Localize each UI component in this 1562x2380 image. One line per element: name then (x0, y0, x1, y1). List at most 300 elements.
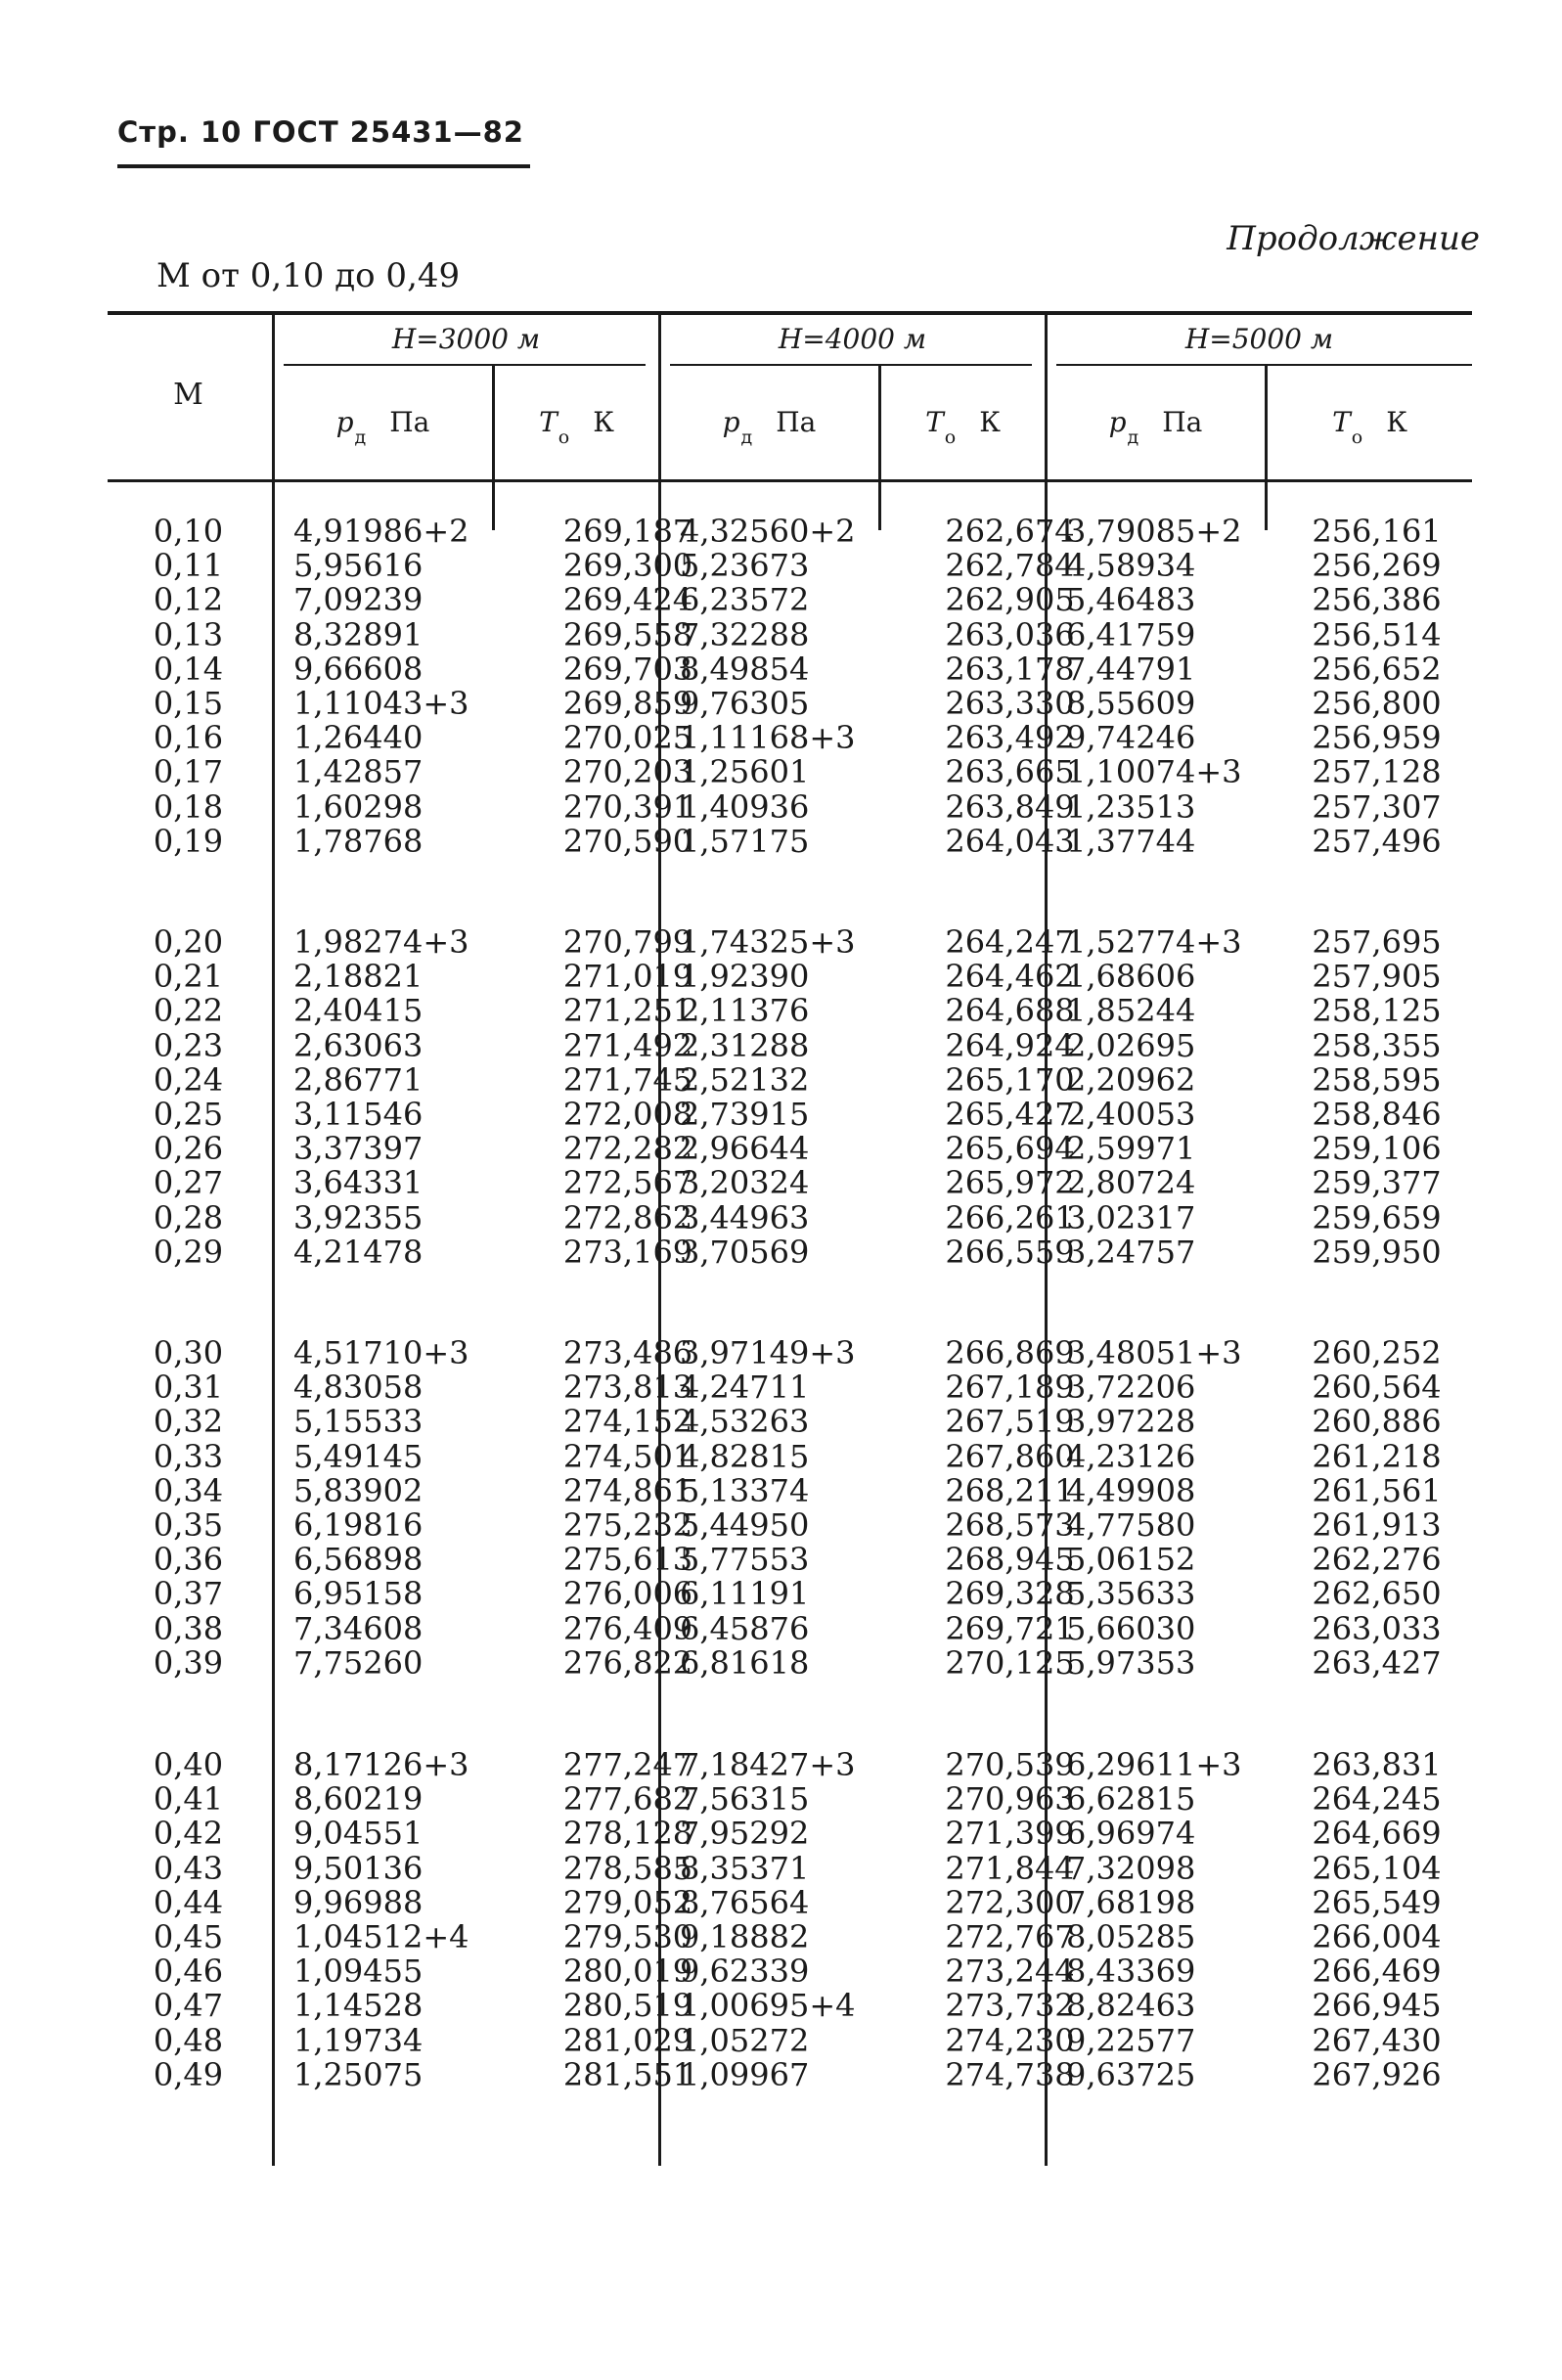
subscript: о (944, 427, 957, 448)
pressure-3000: 6,19816 (293, 1506, 424, 1544)
pressure-5000: 2,20962 (1066, 1060, 1196, 1099)
pressure-4000: 1,57175 (680, 822, 810, 860)
pressure-5000: 6,62815 (1066, 1780, 1196, 1819)
group-subrule (284, 364, 646, 366)
pressure-4000: 1,40936 (680, 787, 810, 826)
table-row (108, 993, 1472, 1028)
pressure-5000: 4,77580 (1066, 1506, 1196, 1544)
temperature-5000: 263,831 (1312, 1746, 1442, 1783)
temperature-5000: 265,549 (1312, 1883, 1442, 1921)
pressure-5000: 1,52774+3 (1066, 923, 1242, 961)
temperature-5000: 265,104 (1312, 1849, 1442, 1887)
temperature-5000: 261,913 (1312, 1506, 1442, 1544)
table-row (108, 1919, 1472, 1954)
temperature-3000: 274,152 (562, 1403, 693, 1441)
pressure-4000: 1,74325+3 (680, 923, 856, 961)
temperature-4000: 263,492 (945, 719, 1075, 757)
pressure-3000: 1,78768 (293, 822, 424, 860)
pressure-3000: 7,09239 (293, 581, 424, 619)
pressure-3000: 9,96988 (293, 1883, 424, 1921)
temperature-4000: 263,036 (945, 615, 1075, 653)
temperature-5000: 256,269 (1312, 547, 1442, 585)
pressure-4000: 9,62339 (680, 1953, 810, 1991)
pressure-4000: 2,31288 (680, 1026, 810, 1064)
m-value: 0,26 (153, 1130, 224, 1168)
table-row (108, 754, 1472, 789)
pressure-5000: 7,32098 (1066, 1849, 1196, 1887)
group-header-3000 (274, 323, 658, 356)
table-row (108, 1611, 1472, 1646)
unit: Па (1162, 406, 1203, 438)
temperature-3000: 271,251 (562, 992, 693, 1030)
temperature-4000: 268,573 (945, 1506, 1075, 1544)
temperature-4000: 265,170 (945, 1060, 1075, 1099)
symbol: p (722, 406, 740, 438)
m-value: 0,28 (153, 1198, 224, 1236)
temperature-5000: 257,307 (1312, 787, 1442, 826)
temperature-3000: 279,530 (562, 1918, 693, 1955)
m-value: 0,48 (153, 2021, 224, 2059)
m-value: 0,42 (153, 1815, 224, 1853)
pressure-3000: 4,21478 (293, 1233, 424, 1271)
m-value: 0,14 (153, 650, 224, 688)
pressure-5000: 1,23513 (1066, 787, 1196, 826)
pressure-5000: 5,46483 (1066, 581, 1196, 619)
temperature-5000: 259,377 (1312, 1164, 1442, 1202)
pressure-3000: 1,25075 (293, 2055, 424, 2093)
m-value: 0,13 (153, 615, 224, 653)
temperature-4000: 262,905 (945, 581, 1075, 619)
pressure-5000: 2,40053 (1066, 1096, 1196, 1133)
pressure-3000: 1,14528 (293, 1987, 424, 2025)
pressure-3000: 1,42857 (293, 753, 424, 791)
unit: Па (389, 406, 430, 438)
pressure-header (1047, 406, 1265, 448)
pressure-3000: 4,91986+2 (293, 513, 469, 550)
pressure-4000: 2,11376 (680, 992, 810, 1030)
temperature-4000: 273,244 (945, 1953, 1075, 1991)
table-row (108, 1816, 1472, 1851)
pressure-3000: 5,49145 (293, 1437, 424, 1475)
temperature-5000: 256,386 (1312, 581, 1442, 619)
pressure-3000: 9,50136 (293, 1849, 424, 1887)
unit: Па (776, 406, 817, 438)
temperature-4000: 271,844 (945, 1849, 1075, 1887)
temperature-4000: 263,665 (945, 753, 1075, 791)
pressure-5000: 1,85244 (1066, 992, 1196, 1030)
pressure-3000: 9,04551 (293, 1815, 424, 1853)
temperature-4000: 265,427 (945, 1096, 1075, 1133)
table-row (108, 1542, 1472, 1577)
table-row (108, 1988, 1472, 2023)
temperature-4000: 264,462 (945, 958, 1075, 996)
pressure-3000: 2,40415 (293, 992, 424, 1030)
table-row (108, 1370, 1472, 1405)
pressure-4000: 1,92390 (680, 958, 810, 996)
pressure-3000: 5,15533 (293, 1403, 424, 1441)
temperature-3000: 272,567 (562, 1164, 693, 1202)
table-row (108, 1507, 1472, 1543)
temperature-3000: 277,247 (562, 1746, 693, 1783)
temperature-4000: 274,738 (945, 2055, 1075, 2093)
pressure-4000: 7,32288 (680, 615, 810, 653)
header-rule (117, 164, 530, 168)
temperature-4000: 270,539 (945, 1746, 1075, 1783)
m-value: 0,24 (153, 1060, 224, 1099)
pressure-4000: 4,53263 (680, 1403, 810, 1441)
pressure-4000: 2,52132 (680, 1060, 810, 1099)
temperature-5000: 264,245 (1312, 1780, 1442, 1819)
pressure-3000: 1,60298 (293, 787, 424, 826)
temperature-3000: 281,029 (562, 2021, 693, 2059)
m-value: 0,27 (153, 1164, 224, 1202)
subscript: д (354, 427, 367, 448)
pressure-3000: 5,95616 (293, 547, 424, 585)
table-row (108, 1404, 1472, 1439)
pressure-3000: 5,83902 (293, 1471, 424, 1509)
group-label: Н=4000 м (778, 323, 927, 355)
temperature-3000: 273,486 (562, 1334, 693, 1371)
temperature-4000: 268,945 (945, 1541, 1075, 1579)
column-divider (492, 366, 495, 530)
temperature-3000: 278,585 (562, 1849, 693, 1887)
pressure-4000: 5,77553 (680, 1541, 810, 1579)
table-row (108, 651, 1472, 687)
table-row (108, 1062, 1472, 1098)
m-value: 0,37 (153, 1575, 224, 1613)
table-row (108, 824, 1472, 859)
temperature-4000: 272,300 (945, 1883, 1075, 1921)
temperature-5000: 266,004 (1312, 1918, 1442, 1955)
temperature-3000: 280,019 (562, 1953, 693, 1991)
group-header-5000 (1047, 323, 1472, 356)
pressure-4000: 3,97149+3 (680, 1334, 856, 1371)
pressure-4000: 6,11191 (680, 1575, 810, 1613)
m-value: 0,31 (153, 1369, 224, 1407)
temperature-5000: 262,276 (1312, 1541, 1442, 1579)
pressure-5000: 8,82463 (1066, 1987, 1196, 2025)
temperature-3000: 276,006 (562, 1575, 693, 1613)
m-value: 0,49 (153, 2055, 224, 2093)
temperature-3000: 271,492 (562, 1026, 693, 1064)
m-value: 0,30 (153, 1334, 224, 1371)
temperature-5000: 258,595 (1312, 1060, 1442, 1099)
temperature-5000: 266,469 (1312, 1953, 1442, 1991)
pressure-5000: 3,02317 (1066, 1198, 1196, 1236)
m-value: 0,18 (153, 787, 224, 826)
temperature-5000: 256,161 (1312, 513, 1442, 550)
temperature-3000: 274,501 (562, 1437, 693, 1475)
pressure-3000: 2,18821 (293, 958, 424, 996)
pressure-4000: 5,13374 (680, 1471, 810, 1509)
table-row (108, 1851, 1472, 1886)
temperature-3000: 270,391 (562, 787, 693, 826)
pressure-3000: 4,83058 (293, 1369, 424, 1407)
m-value: 0,17 (153, 753, 224, 791)
m-value: 0,11 (153, 547, 224, 585)
pressure-3000: 1,11043+3 (293, 685, 469, 722)
temperature-5000: 263,033 (1312, 1609, 1442, 1647)
pressure-5000: 3,48051+3 (1066, 1334, 1242, 1371)
pressure-5000: 7,44791 (1066, 650, 1196, 688)
group-label: Н=3000 м (391, 323, 541, 355)
pressure-header (274, 406, 492, 448)
pressure-5000: 8,43369 (1066, 1953, 1196, 1991)
pressure-5000: 4,23126 (1066, 1437, 1196, 1475)
temperature-5000: 256,800 (1312, 685, 1442, 722)
temperature-5000: 261,218 (1312, 1437, 1442, 1475)
pressure-4000: 3,70569 (680, 1233, 810, 1271)
temperature-4000: 266,559 (945, 1233, 1075, 1271)
pressure-4000: 1,25601 (680, 753, 810, 791)
pressure-5000: 2,02695 (1066, 1026, 1196, 1064)
temperature-3000: 271,019 (562, 958, 693, 996)
temperature-4000: 273,732 (945, 1987, 1075, 2025)
m-value: 0,15 (153, 685, 224, 722)
temperature-4000: 267,519 (945, 1403, 1075, 1441)
temperature-header (881, 406, 1045, 448)
m-value: 0,44 (153, 1883, 224, 1921)
temperature-4000: 271,399 (945, 1815, 1075, 1853)
m-value: 0,43 (153, 1849, 224, 1887)
table-row (108, 548, 1472, 583)
pressure-3000: 2,86771 (293, 1060, 424, 1099)
column-divider (1265, 366, 1268, 530)
subscript: о (558, 427, 570, 448)
temperature-4000: 269,328 (945, 1575, 1075, 1613)
pressure-4000: 1,00695+4 (680, 1987, 856, 2025)
m-value: 0,34 (153, 1471, 224, 1509)
temperature-4000: 267,860 (945, 1437, 1075, 1475)
pressure-3000: 1,04512+4 (293, 1918, 469, 1955)
pressure-4000: 5,44950 (680, 1506, 810, 1544)
temperature-header (495, 406, 658, 448)
group-header-4000 (660, 323, 1045, 356)
pressure-3000: 1,09455 (293, 1953, 424, 1991)
temperature-3000: 280,519 (562, 1987, 693, 2025)
temperature-3000: 269,187 (562, 513, 693, 550)
table-row (108, 1200, 1472, 1235)
temperature-5000: 257,905 (1312, 958, 1442, 996)
temperature-5000: 267,430 (1312, 2021, 1442, 2059)
m-value: 0,35 (153, 1506, 224, 1544)
temperature-3000: 270,590 (562, 822, 693, 860)
pressure-3000: 1,98274+3 (293, 923, 469, 961)
temperature-4000: 266,869 (945, 1334, 1075, 1371)
m-value: 0,39 (153, 1643, 224, 1682)
temperature-4000: 262,784 (945, 547, 1075, 585)
pressure-4000: 8,35371 (680, 1849, 810, 1887)
pressure-3000: 2,63063 (293, 1026, 424, 1064)
table-row (108, 1097, 1472, 1132)
temperature-5000: 261,561 (1312, 1471, 1442, 1509)
pressure-4000: 2,73915 (680, 1096, 810, 1133)
unit: К (979, 406, 1001, 438)
continuation-label: Продолжение (1227, 219, 1480, 258)
temperature-4000: 265,972 (945, 1164, 1075, 1202)
pressure-5000: 9,74246 (1066, 719, 1196, 757)
page-header: Стр. 10 ГОСТ 25431—82 (117, 115, 524, 149)
pressure-4000: 3,20324 (680, 1164, 810, 1202)
temperature-5000: 258,355 (1312, 1026, 1442, 1064)
m-value: 0,16 (153, 719, 224, 757)
table-row (108, 1335, 1472, 1370)
pressure-4000: 7,95292 (680, 1815, 810, 1853)
pressure-5000: 1,10074+3 (1066, 753, 1242, 791)
pressure-4000: 2,96644 (680, 1130, 810, 1168)
symbol: T (925, 406, 944, 438)
group-label: Н=5000 м (1184, 323, 1334, 355)
pressure-5000: 9,63725 (1066, 2055, 1196, 2093)
temperature-3000: 281,551 (562, 2055, 693, 2093)
temperature-4000: 269,721 (945, 1609, 1075, 1647)
table-row (108, 1576, 1472, 1611)
temperature-5000: 258,125 (1312, 992, 1442, 1030)
m-value: 0,20 (153, 923, 224, 961)
m-value: 0,36 (153, 1541, 224, 1579)
pressure-3000: 3,37397 (293, 1130, 424, 1168)
table-row (108, 959, 1472, 994)
temperature-3000: 273,169 (562, 1233, 693, 1271)
table-row (108, 1645, 1472, 1681)
symbol: T (1332, 406, 1351, 438)
pressure-4000: 1,09967 (680, 2055, 810, 2093)
atmosphere-table (108, 311, 1472, 2166)
table-row (108, 1131, 1472, 1166)
pressure-5000: 9,22577 (1066, 2021, 1196, 2059)
table-row (108, 1473, 1472, 1508)
table-row (108, 514, 1472, 549)
pressure-3000: 1,19734 (293, 2021, 424, 2059)
temperature-3000: 272,282 (562, 1130, 693, 1168)
temperature-5000: 257,496 (1312, 822, 1442, 860)
temperature-3000: 275,613 (562, 1541, 693, 1579)
m-value: 0,29 (153, 1233, 224, 1271)
temperature-5000: 264,669 (1312, 1815, 1442, 1853)
pressure-4000: 6,45876 (680, 1609, 810, 1647)
table-row (108, 720, 1472, 755)
pressure-3000: 3,11546 (293, 1096, 424, 1133)
temperature-4000: 264,688 (945, 992, 1075, 1030)
group-subrule (1056, 364, 1472, 366)
column-divider (878, 366, 881, 530)
pressure-header (660, 406, 878, 448)
pressure-5000: 8,05285 (1066, 1918, 1196, 1955)
pressure-4000: 1,11168+3 (680, 719, 856, 757)
pressure-5000: 8,55609 (1066, 685, 1196, 722)
pressure-5000: 1,37744 (1066, 822, 1196, 860)
pressure-5000: 7,68198 (1066, 1883, 1196, 1921)
pressure-4000: 3,44963 (680, 1198, 810, 1236)
table-row (108, 686, 1472, 721)
temperature-3000: 272,862 (562, 1198, 693, 1236)
subscript: д (1127, 427, 1139, 448)
pressure-3000: 8,32891 (293, 615, 424, 653)
pressure-3000: 7,75260 (293, 1643, 424, 1682)
temperature-4000: 270,963 (945, 1780, 1075, 1819)
temperature-3000: 276,409 (562, 1609, 693, 1647)
temperature-5000: 256,959 (1312, 719, 1442, 757)
temperature-5000: 256,652 (1312, 650, 1442, 688)
temperature-4000: 274,230 (945, 2021, 1075, 2059)
pressure-5000: 1,68606 (1066, 958, 1196, 996)
pressure-3000: 9,66608 (293, 650, 424, 688)
table-row (108, 1028, 1472, 1063)
temperature-5000: 260,886 (1312, 1403, 1442, 1441)
pressure-4000: 5,23673 (680, 547, 810, 585)
table-row (108, 789, 1472, 825)
pressure-5000: 6,96974 (1066, 1815, 1196, 1853)
symbol: T (539, 406, 558, 438)
temperature-3000: 276,822 (562, 1643, 693, 1682)
m-value: 0,32 (153, 1403, 224, 1441)
m-value: 0,45 (153, 1918, 224, 1955)
temperature-4000: 267,189 (945, 1369, 1075, 1407)
pressure-4000: 7,18427+3 (680, 1746, 856, 1783)
pressure-5000: 3,97228 (1066, 1403, 1196, 1441)
temperature-5000: 262,650 (1312, 1575, 1442, 1613)
temperature-5000: 257,695 (1312, 923, 1442, 961)
temperature-3000: 270,799 (562, 923, 693, 961)
temperature-3000: 270,203 (562, 753, 693, 791)
pressure-4000: 4,32560+2 (680, 513, 856, 550)
temperature-3000: 272,008 (562, 1096, 693, 1133)
temperature-4000: 272,767 (945, 1918, 1075, 1955)
temperature-5000: 259,950 (1312, 1233, 1442, 1271)
temperature-5000: 259,106 (1312, 1130, 1442, 1168)
pressure-5000: 3,72206 (1066, 1369, 1196, 1407)
pressure-5000: 4,58934 (1066, 547, 1196, 585)
pressure-5000: 5,06152 (1066, 1541, 1196, 1579)
temperature-5000: 259,659 (1312, 1198, 1442, 1236)
table-row (108, 2023, 1472, 2058)
pressure-5000: 5,35633 (1066, 1575, 1196, 1613)
symbol: p (1108, 406, 1127, 438)
temperature-4000: 265,694 (945, 1130, 1075, 1168)
temperature-3000: 269,703 (562, 650, 693, 688)
temperature-5000: 263,427 (1312, 1643, 1442, 1682)
temperature-4000: 263,178 (945, 650, 1075, 688)
group-subrule (670, 364, 1032, 366)
temperature-4000: 268,211 (945, 1471, 1075, 1509)
pressure-3000: 3,64331 (293, 1164, 424, 1202)
temperature-3000: 275,232 (562, 1506, 693, 1544)
table-row (108, 1781, 1472, 1817)
pressure-4000: 4,82815 (680, 1437, 810, 1475)
temperature-5000: 267,926 (1312, 2055, 1442, 2093)
pressure-5000: 4,49908 (1066, 1471, 1196, 1509)
m-value: 0,19 (153, 822, 224, 860)
pressure-4000: 7,56315 (680, 1780, 810, 1819)
pressure-4000: 9,76305 (680, 685, 810, 722)
temperature-3000: 269,558 (562, 615, 693, 653)
table-subtitle: М от 0,10 до 0,49 (156, 256, 461, 295)
pressure-3000: 8,17126+3 (293, 1746, 469, 1783)
table-top-rule (108, 311, 1472, 315)
table-row (108, 1165, 1472, 1200)
temperature-3000: 269,859 (562, 685, 693, 722)
temperature-3000: 279,052 (562, 1883, 693, 1921)
table-row (108, 1439, 1472, 1474)
unit: К (1386, 406, 1407, 438)
pressure-3000: 6,56898 (293, 1541, 424, 1579)
pressure-3000: 6,95158 (293, 1575, 424, 1613)
temperature-3000: 277,682 (562, 1780, 693, 1819)
m-value: 0,41 (153, 1780, 224, 1819)
table-row (108, 1885, 1472, 1920)
table-row (108, 582, 1472, 617)
table-row (108, 2057, 1472, 2092)
